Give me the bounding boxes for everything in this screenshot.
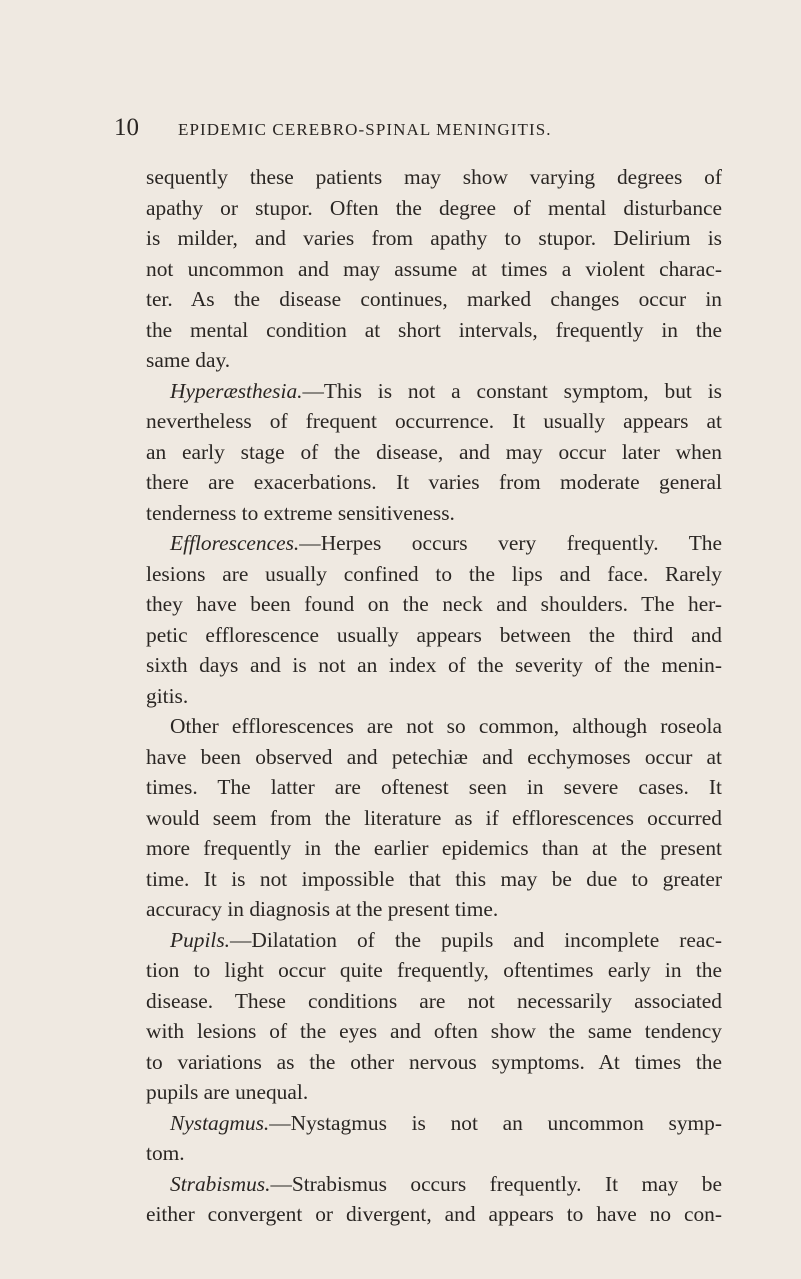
section-heading-efflorescences: Efflorescences. bbox=[170, 531, 300, 555]
text-line: they have been found on the neck and shoulders. The her- bbox=[146, 592, 722, 616]
text-line: tion to light occur quite frequently, oftentimes early in the bbox=[146, 958, 722, 982]
text-line: lesions are usually confined to the lips and face. Rarely bbox=[146, 561, 722, 586]
text-line: either convergent or divergent, and appears to have no con- bbox=[146, 1202, 722, 1226]
section-heading-pupils: Pupils. bbox=[170, 927, 231, 952]
text-line: more frequently in the earlier epidemics than at the present bbox=[146, 836, 722, 860]
page-header bbox=[114, 114, 734, 146]
text-line: times. The latter are oftenest seen in severe cases. It bbox=[146, 775, 722, 799]
text-line: gitis. bbox=[146, 683, 189, 708]
text-line: there are exacerbations. It varies from moderate general bbox=[146, 470, 722, 494]
text-line: apathy or stupor. Often the degree of mental disturbance bbox=[146, 195, 722, 220]
text-fragment: —Herpes occurs very frequently. The bbox=[299, 531, 722, 555]
text-fragment: —Strabismus occurs frequently. It may be bbox=[270, 1171, 722, 1196]
text-line: accuracy in diagnosis at the present time. bbox=[146, 897, 499, 921]
text-line: is milder, and varies from apathy to stupor. Delirium is bbox=[146, 226, 722, 250]
text-line: petic efflorescence usually appears between the third and bbox=[146, 622, 722, 647]
text-line: tenderness to extreme sensitiveness. bbox=[146, 500, 455, 525]
text-line: disease. These conditions are not necessarily associated bbox=[146, 988, 722, 1013]
text-line: time. It is not impossible that this may be due to greater bbox=[146, 866, 722, 891]
section-heading-nystagmus: Nystagmus. bbox=[170, 1110, 270, 1135]
text-fragment: —Nystagmus is not an uncommon symp- bbox=[269, 1110, 722, 1135]
text-fragment: —This is not a constant symptom, but is bbox=[302, 378, 722, 403]
section-heading-hyperaesthesia: Hyperæsthesia. bbox=[170, 378, 303, 403]
text-line: with lesions of the eyes and often show the same tendency bbox=[146, 1019, 722, 1043]
text-line: nevertheless of frequent occurrence. It usually appears at bbox=[146, 409, 722, 433]
section-first-line bbox=[146, 528, 722, 559]
text-line: not uncommon and may assume at times a violent charac- bbox=[146, 256, 722, 281]
text-line: the mental condition at short intervals, frequently in the bbox=[146, 317, 722, 342]
text-line: an early stage of the disease, and may occur later when bbox=[146, 439, 722, 464]
running-title: EPIDEMIC CEREBRO-SPINAL MENINGITIS. bbox=[178, 120, 552, 139]
text-fragment: —Dilatation of the pupils and incomplete reac- bbox=[230, 927, 722, 952]
section-heading-strabismus: Strabismus. bbox=[170, 1171, 271, 1196]
section-first-line bbox=[146, 1169, 722, 1200]
text-line: tom. bbox=[146, 1141, 185, 1165]
text-line: same day. bbox=[146, 348, 231, 372]
text-line: would seem from the literature as if efflorescences occurred bbox=[146, 805, 722, 830]
text-line: sixth days and is not an index of the severity of the menin- bbox=[146, 653, 722, 677]
section-first-line bbox=[146, 376, 722, 407]
body-text bbox=[146, 162, 722, 1230]
text-line: have been observed and petechiæ and ecchymoses occur at bbox=[146, 744, 722, 769]
section-first-line bbox=[146, 925, 722, 956]
text-line: to variations as the other nervous symptoms. At times the bbox=[146, 1049, 722, 1074]
page-number: 10 bbox=[114, 114, 139, 141]
text-line: sequently these patients may show varying degrees of bbox=[146, 165, 722, 189]
section-first-line bbox=[146, 1108, 722, 1139]
text-line: Other efflorescences are not so common, although roseola bbox=[170, 714, 722, 738]
text-line: ter. As the disease continues, marked changes occur in bbox=[146, 287, 722, 311]
text-line: pupils are unequal. bbox=[146, 1080, 309, 1104]
